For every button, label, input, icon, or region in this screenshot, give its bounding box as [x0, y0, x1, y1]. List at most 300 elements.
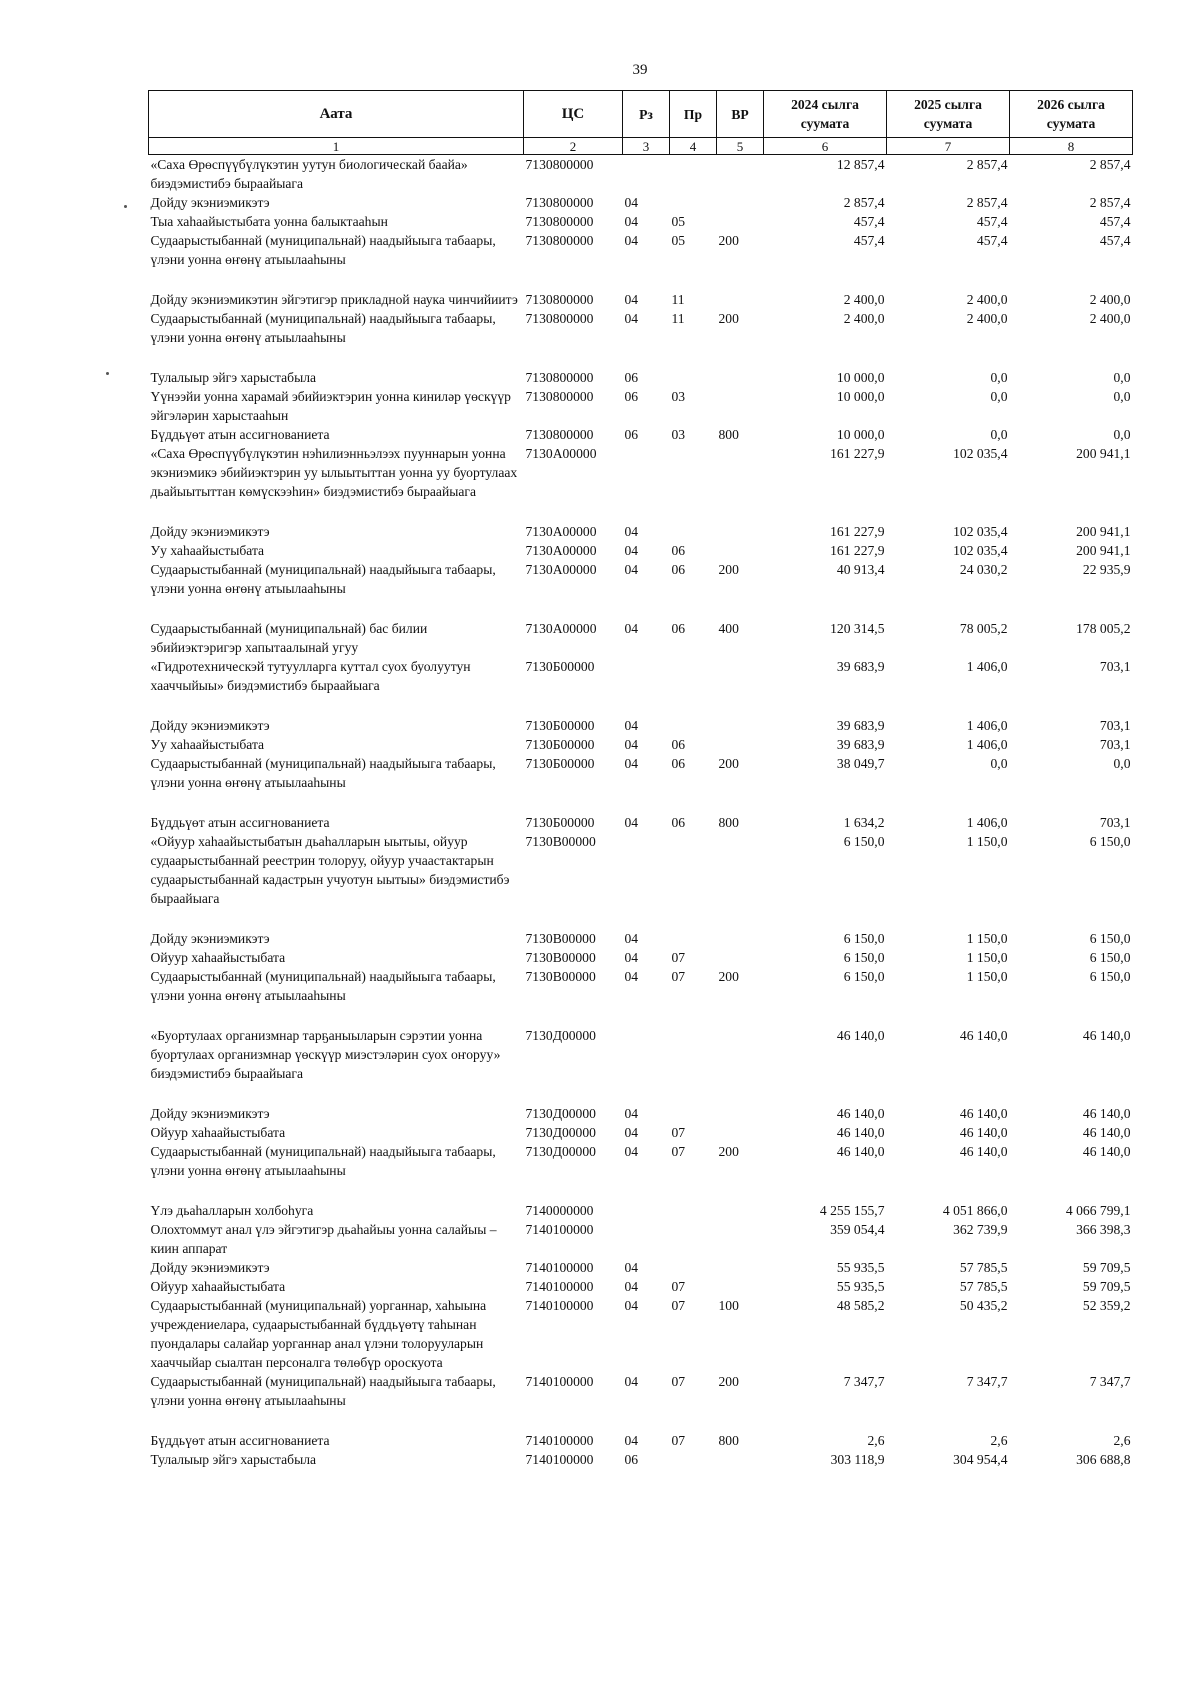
row-2025-cell: 1 150,0 — [966, 931, 1008, 946]
col-2024-header: 2024 сылга суумата — [764, 91, 887, 138]
row-vr-cell — [717, 1201, 764, 1220]
row-cs-cell: 7140100000 — [525, 1433, 594, 1448]
row-2025-cell: 1 150,0 — [966, 834, 1008, 849]
row-2026-cell: 200 941,1 — [1076, 446, 1131, 461]
row-cs-cell: 7130800000 — [525, 427, 594, 442]
row-vr-cell — [717, 290, 764, 309]
row-name-cell: Судаарыстыбаннай (муниципальнай) наадыйыыга табаары, үлэни уонна өҥөнү атыылааһыны — [150, 969, 496, 1003]
row-2025-cell: 46 140,0 — [959, 1144, 1008, 1159]
row-2024-cell: 46 140,0 — [836, 1028, 885, 1043]
table-row — [149, 368, 1133, 387]
row-cs-cell: 7130800000 — [525, 233, 594, 248]
row-2024-cell: 2,6 — [867, 1433, 885, 1448]
row-2024-cell: 6 150,0 — [843, 950, 885, 965]
table-row — [149, 1123, 1133, 1142]
row-pr-cell: 07 — [671, 1279, 686, 1294]
row-vr-cell — [717, 1220, 764, 1258]
row-rz-cell — [623, 657, 670, 716]
table-row — [149, 193, 1133, 212]
col-number: 6 — [764, 138, 887, 155]
row-rz-cell: 04 — [624, 311, 639, 326]
row-2025-cell: 102 035,4 — [953, 446, 1008, 461]
row-rz-cell: 04 — [624, 621, 639, 636]
row-vr-cell — [717, 657, 764, 716]
row-2024-cell: 7 347,7 — [843, 1374, 885, 1389]
row-pr-cell — [670, 193, 717, 212]
row-pr-cell: 07 — [671, 950, 686, 965]
row-vr-cell — [717, 1026, 764, 1104]
table-row — [149, 967, 1133, 1026]
row-2026-cell: 46 140,0 — [1082, 1144, 1131, 1159]
row-rz-cell: 04 — [624, 195, 639, 210]
row-2026-cell: 457,4 — [1099, 233, 1131, 248]
col-2025-header: 2025 сылга суумата — [887, 91, 1010, 138]
row-vr-cell — [717, 1450, 764, 1469]
row-name-cell: Ойуур хаһаайыстыбата — [150, 1279, 286, 1294]
row-2025-cell: 2 857,4 — [966, 195, 1008, 210]
row-name-cell: Үүнээйи уонна харамай эбийиэктэрин уонна киниләр үөскүүр эйгэләрин харыстааһын — [150, 389, 511, 423]
table-row — [149, 1431, 1133, 1450]
row-2025-cell: 46 140,0 — [959, 1028, 1008, 1043]
row-rz-cell: 06 — [624, 370, 639, 385]
col-number: 2 — [524, 138, 623, 155]
table-row — [149, 1296, 1133, 1372]
row-vr-cell — [717, 541, 764, 560]
row-vr-cell: 200 — [718, 311, 739, 326]
row-rz-cell — [623, 1026, 670, 1104]
row-cs-cell: 7140100000 — [525, 1298, 594, 1313]
row-2024-cell: 457,4 — [853, 233, 885, 248]
row-rz-cell: 04 — [624, 233, 639, 248]
row-pr-cell: 11 — [671, 292, 685, 307]
row-pr-cell — [670, 1201, 717, 1220]
row-pr-cell: 06 — [671, 756, 686, 771]
row-2024-cell: 39 683,9 — [836, 659, 885, 674]
col-name-header: Аата — [149, 91, 524, 138]
row-2025-cell: 1 150,0 — [966, 950, 1008, 965]
row-cs-cell: 7140100000 — [525, 1260, 594, 1275]
row-name-cell: Дойду экэниэмикэтэ — [150, 718, 270, 733]
row-rz-cell: 04 — [624, 1433, 639, 1448]
row-2026-cell: 200 941,1 — [1076, 524, 1131, 539]
row-cs-cell: 7130Б00000 — [525, 737, 595, 752]
row-pr-cell: 06 — [671, 543, 686, 558]
table-row — [149, 813, 1133, 832]
row-2024-cell: 39 683,9 — [836, 718, 885, 733]
row-rz-cell: 04 — [624, 1279, 639, 1294]
row-2026-cell: 0,0 — [1113, 370, 1131, 385]
row-cs-cell: 7130А00000 — [525, 543, 597, 558]
row-2024-cell: 55 935,5 — [836, 1279, 885, 1294]
row-pr-cell — [670, 1258, 717, 1277]
row-2024-cell: 2 400,0 — [843, 292, 885, 307]
row-name-cell: Судаарыстыбаннай (муниципальнай) наадыйыыга табаары, үлэни уонна өҥөнү атыылааһыны — [150, 756, 496, 790]
row-2026-cell: 2,6 — [1113, 1433, 1131, 1448]
row-2024-cell: 359 054,4 — [830, 1222, 885, 1237]
row-2025-cell: 24 030,2 — [959, 562, 1008, 577]
row-name-cell: Уу хаһаайыстыбата — [150, 543, 265, 558]
table-row — [149, 541, 1133, 560]
col-vr-header: ВР — [717, 91, 764, 138]
row-2024-cell: 6 150,0 — [843, 931, 885, 946]
row-2025-cell: 46 140,0 — [959, 1125, 1008, 1140]
row-cs-cell: 7130800000 — [525, 311, 594, 326]
row-cs-cell: 7140100000 — [525, 1374, 594, 1389]
row-rz-cell: 04 — [624, 214, 639, 229]
table-row — [149, 1372, 1133, 1431]
table-row — [149, 444, 1133, 522]
row-2025-cell: 362 739,9 — [953, 1222, 1008, 1237]
col-cs-header: ЦС — [524, 91, 623, 138]
row-vr-cell — [717, 948, 764, 967]
row-pr-cell: 07 — [671, 1125, 686, 1140]
row-2025-cell: 0,0 — [990, 389, 1008, 404]
col-number: 1 — [149, 138, 524, 155]
table-row — [149, 1450, 1133, 1469]
row-2025-cell: 102 035,4 — [953, 543, 1008, 558]
row-pr-cell: 05 — [671, 233, 686, 248]
col-number: 3 — [623, 138, 670, 155]
col-number: 4 — [670, 138, 717, 155]
row-2024-cell: 161 227,9 — [830, 543, 885, 558]
row-2026-cell: 22 935,9 — [1082, 562, 1131, 577]
row-rz-cell: 04 — [624, 1106, 639, 1121]
row-cs-cell: 7130В00000 — [525, 950, 596, 965]
col-number: 8 — [1010, 138, 1133, 155]
row-pr-cell: 07 — [671, 969, 686, 984]
row-2024-cell: 12 857,4 — [836, 157, 885, 172]
row-2025-cell: 1 150,0 — [966, 969, 1008, 984]
row-name-cell: Тыа хаһаайыстыбата уонна балыктааһын — [150, 214, 388, 229]
row-2026-cell: 200 941,1 — [1076, 543, 1131, 558]
table-row — [149, 425, 1133, 444]
row-vr-cell — [717, 929, 764, 948]
row-rz-cell — [623, 832, 670, 929]
row-2024-cell: 161 227,9 — [830, 446, 885, 461]
margin-mark — [106, 372, 109, 375]
row-pr-cell: 07 — [671, 1433, 686, 1448]
row-name-cell: Дойду экэниэмикэтэ — [150, 524, 270, 539]
row-pr-cell: 07 — [671, 1298, 686, 1313]
row-rz-cell: 04 — [624, 756, 639, 771]
row-2026-cell: 2 400,0 — [1089, 292, 1131, 307]
row-rz-cell: 04 — [624, 931, 639, 946]
row-2026-cell: 59 709,5 — [1082, 1279, 1131, 1294]
row-cs-cell: 7130Б00000 — [525, 718, 595, 733]
row-2024-cell: 10 000,0 — [836, 370, 885, 385]
row-pr-cell — [670, 1104, 717, 1123]
row-2025-cell: 0,0 — [990, 427, 1008, 442]
row-pr-cell — [670, 716, 717, 735]
row-2025-cell: 457,4 — [976, 233, 1008, 248]
row-2024-cell: 303 118,9 — [830, 1452, 885, 1467]
row-2026-cell: 59 709,5 — [1082, 1260, 1131, 1275]
row-2025-cell: 1 406,0 — [966, 659, 1008, 674]
row-2024-cell: 161 227,9 — [830, 524, 885, 539]
row-2025-cell: 4 051 866,0 — [942, 1203, 1008, 1218]
row-pr-cell: 07 — [671, 1374, 686, 1389]
row-rz-cell — [623, 155, 670, 194]
row-2026-cell: 0,0 — [1113, 389, 1131, 404]
table-row — [149, 1220, 1133, 1258]
row-cs-cell: 7130800000 — [525, 157, 594, 172]
table-row — [149, 155, 1133, 194]
table-row — [149, 231, 1133, 290]
row-2024-cell: 39 683,9 — [836, 737, 885, 752]
row-rz-cell: 04 — [624, 543, 639, 558]
row-vr-cell — [717, 1104, 764, 1123]
row-pr-cell — [670, 1220, 717, 1258]
row-name-cell: «Саха Өрөспүүбүлүкэтин нэһилиэнньэлээх пууннарын уонна экэниэмикэ эбийиэктэрин уу ылыытыттан уонна уу буортулаах дьайыытыттан көмүскээһин» биэдэмистибэ быраайыага — [150, 446, 518, 499]
row-vr-cell: 200 — [718, 562, 739, 577]
margin-mark — [124, 205, 127, 208]
row-pr-cell — [670, 929, 717, 948]
row-2026-cell: 306 688,8 — [1076, 1452, 1131, 1467]
table-row — [149, 1201, 1133, 1220]
table-row — [149, 522, 1133, 541]
row-2024-cell: 6 150,0 — [843, 834, 885, 849]
row-pr-cell: 05 — [671, 214, 686, 229]
row-pr-cell: 06 — [671, 815, 686, 830]
row-2025-cell: 7 347,7 — [966, 1374, 1008, 1389]
row-name-cell: «Гидротехническэй тутуулларга куттал суох буолуутун хааччыйыы» биэдэмистибэ быраайыага — [150, 659, 471, 693]
row-cs-cell: 7130А00000 — [525, 524, 597, 539]
table-row — [149, 754, 1133, 813]
row-2024-cell: 55 935,5 — [836, 1260, 885, 1275]
row-2025-cell: 2,6 — [990, 1433, 1008, 1448]
row-cs-cell: 7130800000 — [525, 214, 594, 229]
row-vr-cell — [717, 1258, 764, 1277]
row-name-cell: Судаарыстыбаннай (муниципальнай) уорганнар, хаһыына учреждениелара, судаарыстыбаннай бүддьүөтү таһынан пуондалары салайар уорганнар анал үлэни толорууларын хааччыйар сыалтан персоналга төлөбүр ороскуота — [150, 1298, 487, 1370]
row-pr-cell: 07 — [671, 1144, 686, 1159]
row-pr-cell: 03 — [671, 389, 686, 404]
row-name-cell: «Ойуур хаһаайыстыбатын дьаһалларын ыытыы, ойуур судаарыстыбаннай реестрин толоруу, ойуур учаастактарын судаарыстыбаннай кадастрын учуотун ыытыы» биэдэмистибэ быраайыага — [150, 834, 510, 906]
table-row — [149, 560, 1133, 619]
row-2026-cell: 2 857,4 — [1089, 195, 1131, 210]
table-row — [149, 309, 1133, 368]
row-vr-cell: 800 — [718, 427, 739, 442]
row-cs-cell: 7130В00000 — [525, 834, 596, 849]
row-rz-cell: 04 — [624, 524, 639, 539]
row-vr-cell: 200 — [718, 756, 739, 771]
row-cs-cell: 7130Б00000 — [525, 815, 595, 830]
row-rz-cell: 04 — [624, 1144, 639, 1159]
row-cs-cell: 7130800000 — [525, 195, 594, 210]
row-2025-cell: 2 400,0 — [966, 292, 1008, 307]
col-2026-header: 2026 сылга суумата — [1010, 91, 1133, 138]
table-row — [149, 929, 1133, 948]
row-cs-cell: 7140100000 — [525, 1222, 594, 1237]
row-vr-cell — [717, 193, 764, 212]
row-2024-cell: 120 314,5 — [830, 621, 885, 636]
row-rz-cell: 04 — [624, 950, 639, 965]
row-cs-cell: 7130800000 — [525, 389, 594, 404]
row-name-cell: «Буортулаах организмнар тарҕаныыларын сэрэтии уонна буортулаах организмнар үөскүүр миэстэләрин суох оҥоруу» биэдэмистибэ быраайыага — [150, 1028, 501, 1081]
row-2025-cell: 57 785,5 — [959, 1279, 1008, 1294]
table-row — [149, 619, 1133, 657]
table-row — [149, 1277, 1133, 1296]
table-row — [149, 948, 1133, 967]
row-pr-cell — [670, 1450, 717, 1469]
row-2025-cell: 102 035,4 — [953, 524, 1008, 539]
row-rz-cell: 06 — [624, 1452, 639, 1467]
row-rz-cell: 06 — [624, 389, 639, 404]
row-2026-cell: 703,1 — [1099, 815, 1131, 830]
row-pr-cell — [670, 1026, 717, 1104]
row-vr-cell: 800 — [718, 1433, 739, 1448]
table-row — [149, 212, 1133, 231]
table-row — [149, 716, 1133, 735]
row-name-cell: Судаарыстыбаннай (муниципальнай) наадыйыыга табаары, үлэни уонна өҥөнү атыылааһыны — [150, 1374, 496, 1408]
row-2024-cell: 6 150,0 — [843, 969, 885, 984]
row-name-cell: Тулалыыр эйгэ харыстабыла — [150, 370, 317, 385]
row-2026-cell: 46 140,0 — [1082, 1028, 1131, 1043]
row-vr-cell: 200 — [718, 969, 739, 984]
row-vr-cell — [717, 387, 764, 425]
row-rz-cell: 04 — [624, 737, 639, 752]
row-2026-cell: 366 398,3 — [1076, 1222, 1131, 1237]
row-2026-cell: 457,4 — [1099, 214, 1131, 229]
page-number: 39 — [632, 62, 648, 78]
row-rz-cell: 04 — [624, 562, 639, 577]
row-name-cell: Үлэ дьаһалларын холбоһуга — [150, 1203, 314, 1218]
row-name-cell: Судаарыстыбаннай (муниципальнай) наадыйыыга табаары, үлэни уонна өҥөнү атыылааһыны — [150, 562, 496, 596]
row-vr-cell — [717, 832, 764, 929]
col-rz-header: Рз — [623, 91, 670, 138]
row-2024-cell: 4 255 155,7 — [819, 1203, 885, 1218]
row-name-cell: Судаарыстыбаннай (муниципальнай) наадыйыыга табаары, үлэни уонна өҥөнү атыылааһыны — [150, 233, 496, 267]
row-cs-cell: 7130А00000 — [525, 621, 597, 636]
row-2025-cell: 46 140,0 — [959, 1106, 1008, 1121]
row-rz-cell — [623, 1220, 670, 1258]
row-2025-cell: 1 406,0 — [966, 815, 1008, 830]
col-pr-header: Пр — [670, 91, 717, 138]
row-vr-cell — [717, 1123, 764, 1142]
row-name-cell: Дойду экэниэмикэтэ — [150, 1260, 270, 1275]
row-2024-cell: 10 000,0 — [836, 427, 885, 442]
row-cs-cell: 7140000000 — [525, 1203, 594, 1218]
row-name-cell: Бүддьүөт атын ассигнованиета — [150, 1433, 330, 1448]
row-2025-cell: 50 435,2 — [959, 1298, 1008, 1313]
row-2026-cell: 6 150,0 — [1089, 834, 1131, 849]
row-2025-cell: 78 005,2 — [959, 621, 1008, 636]
row-2026-cell: 703,1 — [1099, 718, 1131, 733]
row-rz-cell: 04 — [624, 1260, 639, 1275]
table-row — [149, 1104, 1133, 1123]
row-vr-cell — [717, 444, 764, 522]
row-2026-cell: 52 359,2 — [1082, 1298, 1131, 1313]
row-vr-cell — [717, 735, 764, 754]
row-cs-cell: 7130Б00000 — [525, 659, 595, 674]
row-rz-cell: 04 — [624, 1298, 639, 1313]
table-row — [149, 1258, 1133, 1277]
row-vr-cell — [717, 1277, 764, 1296]
row-pr-cell: 11 — [671, 311, 685, 326]
column-number-row — [149, 138, 1133, 155]
row-rz-cell: 06 — [624, 427, 639, 442]
row-name-cell: Бүддьүөт атын ассигнованиета — [150, 815, 330, 830]
row-name-cell: Ойуур хаһаайыстыбата — [150, 1125, 286, 1140]
row-pr-cell — [670, 657, 717, 716]
row-2024-cell: 46 140,0 — [836, 1106, 885, 1121]
row-vr-cell: 800 — [718, 815, 739, 830]
table-row — [149, 1142, 1133, 1201]
row-2024-cell: 48 585,2 — [836, 1298, 885, 1313]
row-vr-cell — [717, 716, 764, 735]
row-2025-cell: 0,0 — [990, 370, 1008, 385]
row-2026-cell: 2 857,4 — [1089, 157, 1131, 172]
row-pr-cell: 06 — [671, 737, 686, 752]
table-row — [149, 387, 1133, 425]
row-cs-cell: 7130В00000 — [525, 931, 596, 946]
table-row — [149, 290, 1133, 309]
row-cs-cell: 7130А00000 — [525, 446, 597, 461]
row-2025-cell: 57 785,5 — [959, 1260, 1008, 1275]
table-row — [149, 657, 1133, 716]
row-2024-cell: 2 400,0 — [843, 311, 885, 326]
row-2026-cell: 46 140,0 — [1082, 1125, 1131, 1140]
row-pr-cell — [670, 444, 717, 522]
row-vr-cell: 200 — [718, 233, 739, 248]
row-2026-cell: 4 066 799,1 — [1065, 1203, 1131, 1218]
row-cs-cell: 7130Д00000 — [525, 1106, 596, 1121]
table-row — [149, 832, 1133, 929]
row-2025-cell: 0,0 — [990, 756, 1008, 771]
row-2024-cell: 40 913,4 — [836, 562, 885, 577]
row-pr-cell: 06 — [671, 621, 686, 636]
table-header-row — [149, 91, 1133, 138]
col-number: 5 — [717, 138, 764, 155]
row-name-cell: Дойду экэниэмикэтин эйгэтигэр прикладной наука чинчийиитэ — [150, 292, 518, 307]
row-name-cell: Дойду экэниэмикэтэ — [150, 195, 270, 210]
row-2024-cell: 1 634,2 — [843, 815, 885, 830]
row-rz-cell: 04 — [624, 292, 639, 307]
row-2026-cell: 7 347,7 — [1089, 1374, 1131, 1389]
row-rz-cell: 04 — [624, 1125, 639, 1140]
row-vr-cell: 400 — [718, 621, 739, 636]
row-cs-cell: 7130В00000 — [525, 969, 596, 984]
row-2025-cell: 457,4 — [976, 214, 1008, 229]
row-pr-cell — [670, 832, 717, 929]
row-name-cell: Дойду экэниэмикэтэ — [150, 931, 270, 946]
row-2024-cell: 46 140,0 — [836, 1144, 885, 1159]
row-name-cell: Уу хаһаайыстыбата — [150, 737, 265, 752]
row-2025-cell: 2 857,4 — [966, 157, 1008, 172]
row-vr-cell: 200 — [718, 1144, 739, 1159]
row-2026-cell: 0,0 — [1113, 756, 1131, 771]
row-name-cell: Дойду экэниэмикэтэ — [150, 1106, 270, 1121]
row-name-cell: «Саха Өрөспүүбүлүкэтин уутун биологическай баайа» биэдэмистибэ быраайыага — [150, 157, 468, 191]
row-rz-cell: 04 — [624, 815, 639, 830]
row-2025-cell: 304 954,4 — [953, 1452, 1008, 1467]
row-vr-cell — [717, 212, 764, 231]
row-2026-cell: 703,1 — [1099, 659, 1131, 674]
row-pr-cell: 03 — [671, 427, 686, 442]
row-2026-cell: 2 400,0 — [1089, 311, 1131, 326]
row-cs-cell: 7140100000 — [525, 1279, 594, 1294]
row-vr-cell — [717, 155, 764, 194]
row-pr-cell — [670, 155, 717, 194]
row-2025-cell: 1 406,0 — [966, 718, 1008, 733]
row-rz-cell: 04 — [624, 718, 639, 733]
row-cs-cell: 7130800000 — [525, 292, 594, 307]
row-2024-cell: 10 000,0 — [836, 389, 885, 404]
row-cs-cell: 7130А00000 — [525, 562, 597, 577]
table-body — [149, 155, 1133, 1470]
row-name-cell: Судаарыстыбаннай (муниципальнай) бас билии эбийиэктэригэр хапытаалынай угуу — [150, 621, 428, 655]
row-2024-cell: 2 857,4 — [843, 195, 885, 210]
row-vr-cell: 100 — [718, 1298, 739, 1313]
